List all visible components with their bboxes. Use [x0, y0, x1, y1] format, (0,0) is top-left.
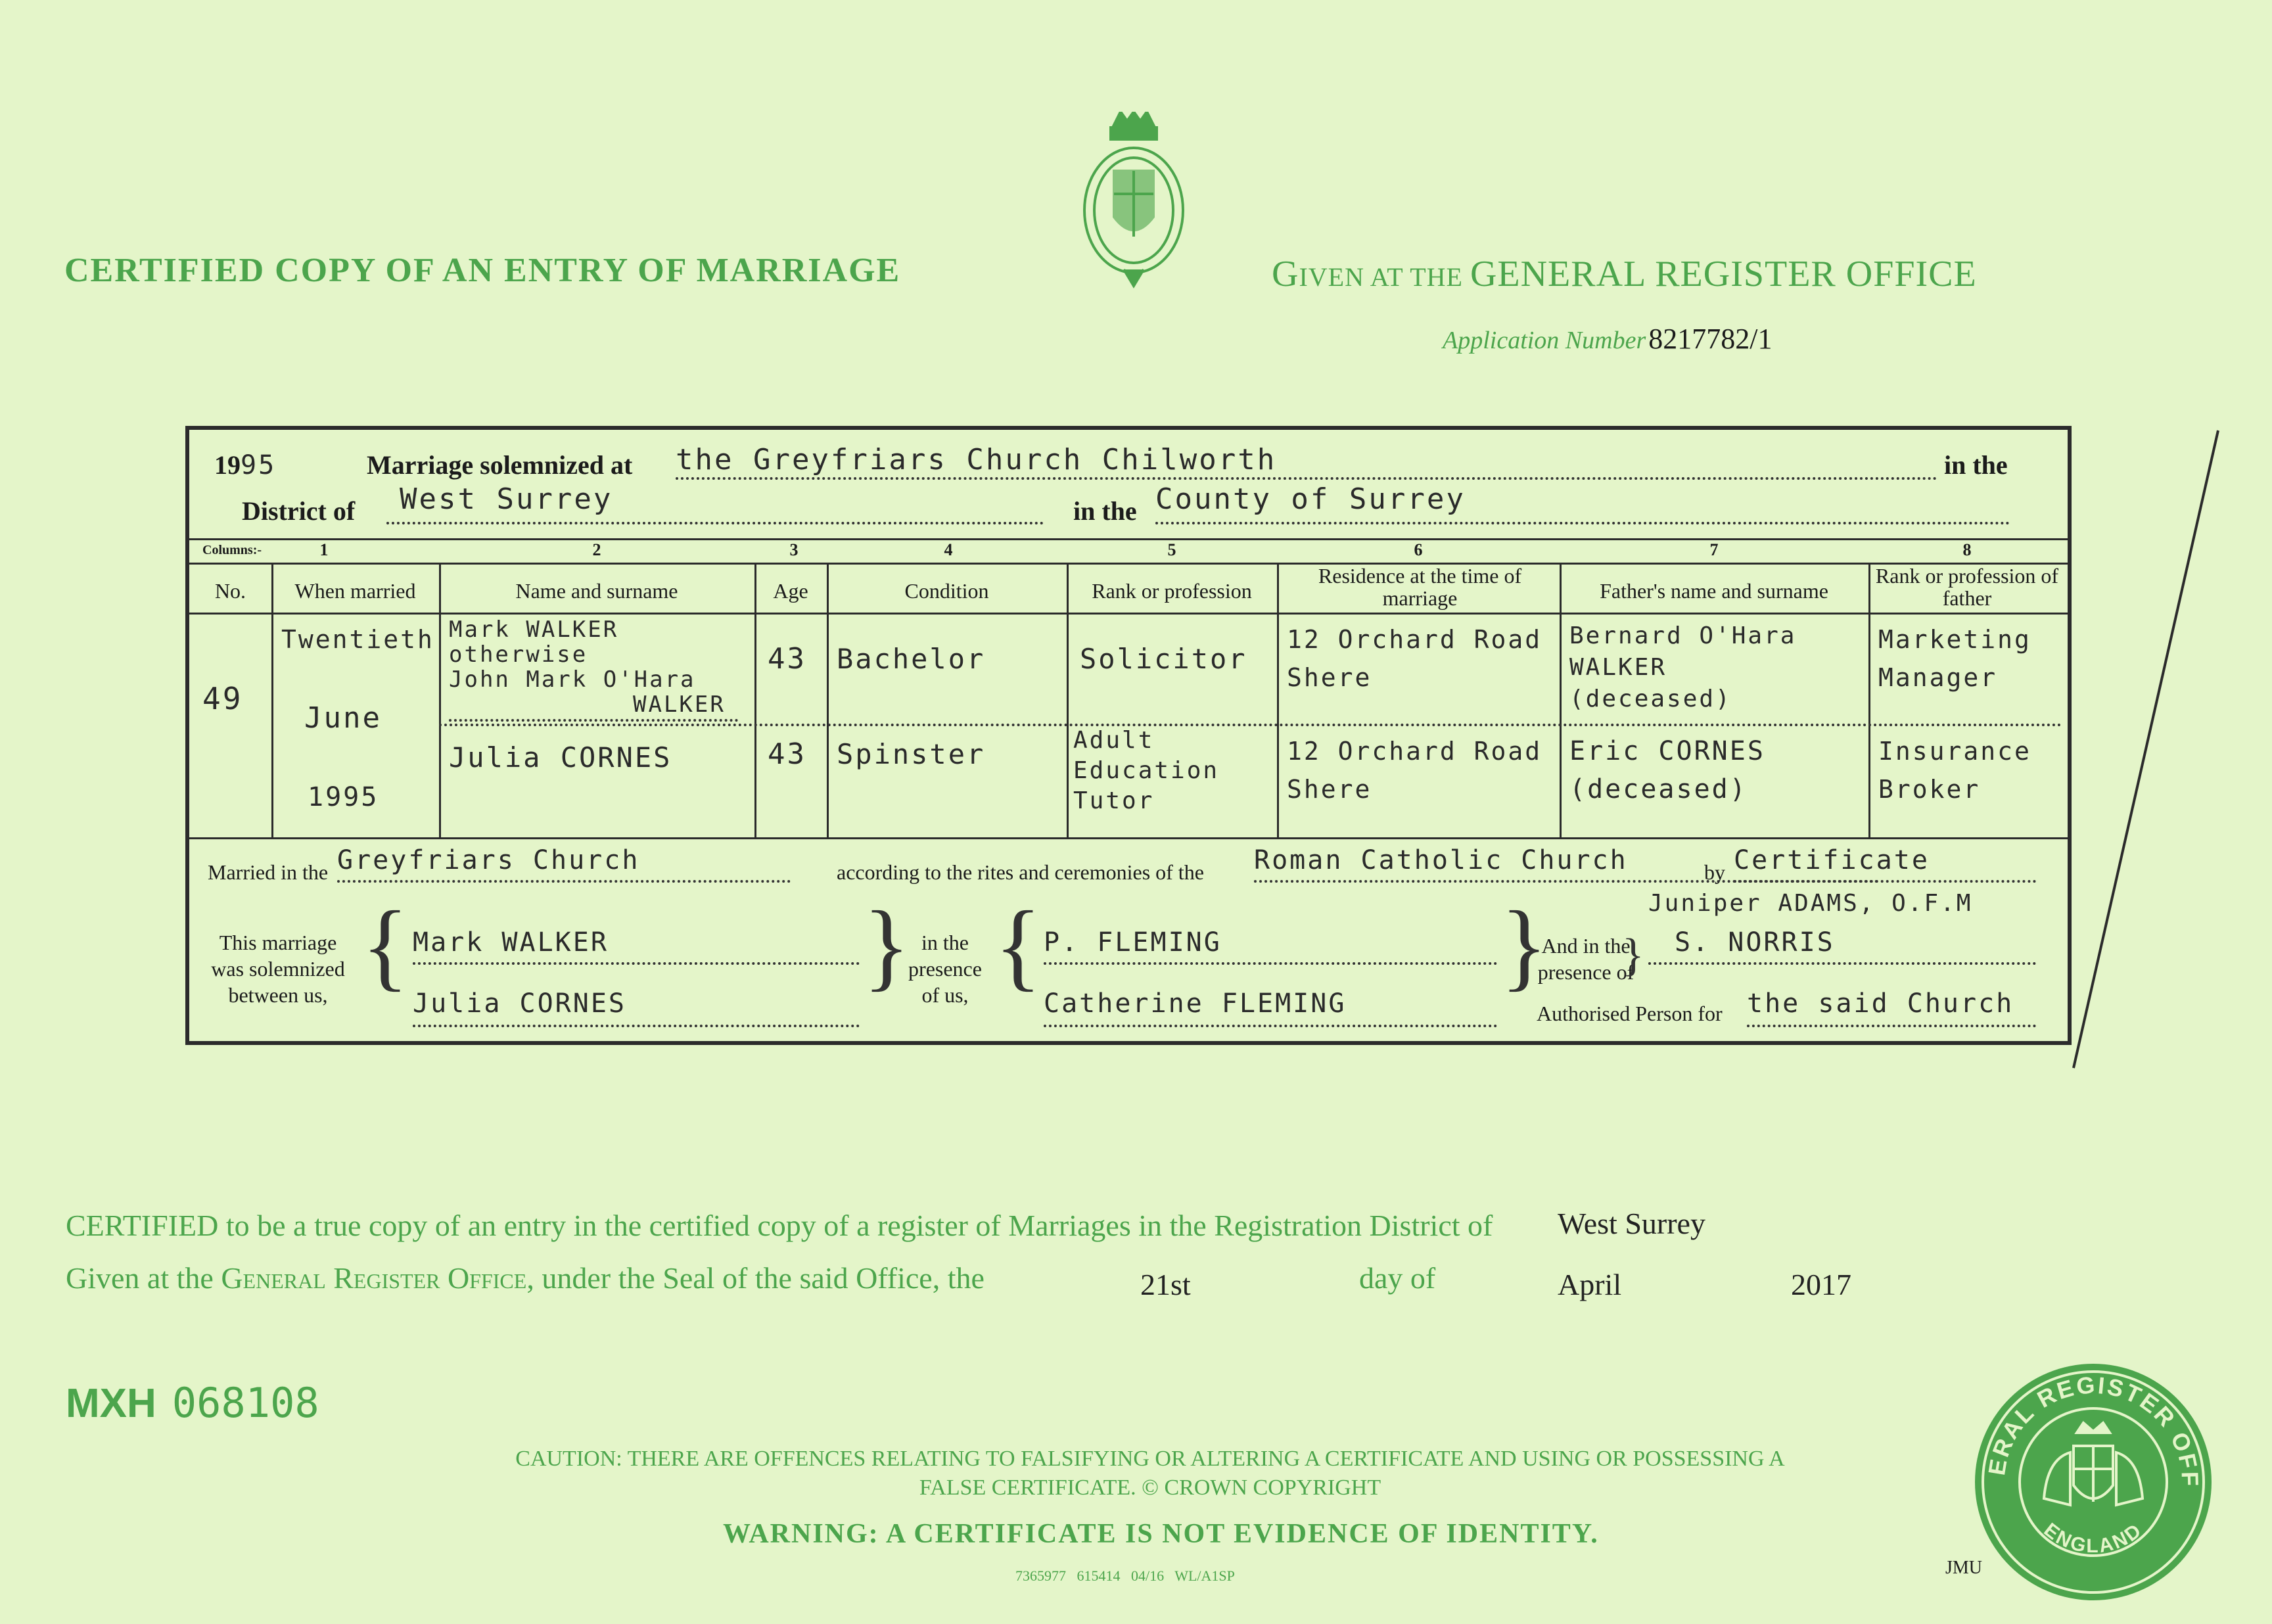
married-in-dotted — [337, 880, 791, 883]
vline-3 — [754, 563, 756, 839]
bride-profession-line-1: Adult — [1073, 727, 1155, 754]
bride-father-line-2: (deceased) — [1569, 774, 1748, 804]
solemnized-between-line-1: This marriage — [219, 931, 337, 954]
presence-of-line-2: presence of — [1537, 960, 1634, 984]
by-label: by — [1704, 860, 1725, 884]
columns-label: Columns:- — [202, 543, 262, 557]
header-age: Age — [773, 579, 808, 603]
header-when-married: When married — [294, 579, 416, 603]
col-number-3: 3 — [789, 540, 799, 559]
vline-5 — [1067, 563, 1069, 839]
rites-label: according to the rites and ceremonies of the — [837, 860, 1204, 884]
caution-line-1: CAUTION: THERE ARE OFFENCES RELATING TO FALSIFYING OR ALTERING A CERTIFICATE AND USING OR POSSESSING A — [515, 1447, 1785, 1471]
in-the-label: in the — [1944, 450, 2008, 480]
gro-seal-icon — [1972, 1360, 2215, 1604]
col-number-1: 1 — [319, 540, 329, 559]
county-value: County of Surrey — [1155, 482, 1466, 516]
groom-name-line-3: John Mark O'Hara — [449, 666, 696, 693]
bride-father-profession — [1878, 732, 2031, 808]
groom-father-profession-line-1: Marketing — [1878, 625, 2031, 654]
county-label: in the — [1073, 496, 1137, 526]
county-dotted-line — [1155, 522, 2010, 524]
row-divider — [439, 724, 2062, 726]
groom-name-line-4: WALKER — [633, 691, 726, 718]
bride-profession-line-3: Tutor — [1073, 787, 1155, 814]
left-brace-2: { — [994, 891, 1042, 1000]
groom-age: 43 — [768, 642, 806, 676]
when-married-day: Twentieth — [281, 625, 434, 654]
signature-bride: Julia CORNES — [413, 988, 626, 1019]
groom-father-line-3: (deceased) — [1569, 685, 1732, 712]
given-at-heading — [1272, 253, 1977, 295]
groom-profession: Solicitor — [1080, 643, 1247, 675]
groom-father — [1569, 620, 1796, 715]
serial-number — [66, 1379, 319, 1427]
bride-age: 43 — [768, 737, 806, 771]
given-at-initial: G — [1272, 254, 1299, 294]
application-number-label: Application Number — [1443, 327, 1646, 354]
given-at-small: IVEN AT THE — [1299, 262, 1470, 292]
caution-text — [394, 1445, 1906, 1502]
application-number-row — [1443, 322, 1773, 356]
groom-name-line-2: otherwise — [449, 641, 588, 668]
header-condition: Condition — [904, 579, 989, 603]
rites-value: Roman Catholic Church — [1254, 845, 1628, 875]
rule-col-numbers — [189, 563, 2068, 565]
registrar-dotted — [1648, 962, 2036, 965]
right-brace-2: } — [1500, 891, 1548, 1000]
bride-father — [1569, 732, 1765, 808]
header-name: Name and surname — [515, 579, 678, 603]
col-number-7: 7 — [1709, 540, 1719, 559]
groom-father-profession — [1878, 620, 2031, 697]
groom-father-profession-line-2: Manager — [1878, 663, 1998, 692]
certified-year: 2017 — [1791, 1268, 1851, 1301]
bride-residence-line-1: 12 Orchard Road — [1287, 737, 1542, 766]
witness-1-dotted — [1044, 962, 1497, 965]
given-at-office: GENERAL REGISTER OFFICE — [1470, 254, 1977, 294]
right-brace-1: } — [863, 891, 910, 1000]
header-father-profession: Rank or profession of father — [1875, 564, 2059, 610]
year-prefix: 19 — [214, 450, 241, 480]
margin-rule — [2070, 427, 2221, 1075]
register-entry-table — [185, 426, 2072, 1045]
col-number-8: 8 — [1962, 540, 1972, 559]
district-label: District of — [242, 496, 356, 526]
bride-profession — [1073, 726, 1219, 816]
certified-day: 21st — [1140, 1268, 1191, 1301]
seal-text-bottom: ENGLAND — [2039, 1519, 2147, 1558]
serial-prefix: MXH — [66, 1381, 156, 1426]
authorised-value: the said Church — [1747, 988, 2014, 1019]
solemnized-between-label — [202, 929, 354, 1008]
col-number-2: 2 — [592, 540, 601, 559]
caution-line-2: FALSE CERTIFICATE. © CROWN COPYRIGHT — [919, 1475, 1381, 1500]
serial-digits: 068108 — [172, 1379, 319, 1427]
left-brace-1: { — [361, 891, 409, 1000]
certified-line-1: CERTIFIED to be a true copy of an entry in the certified copy of a register of Marriages in the Registration District of — [66, 1209, 1493, 1242]
witness-2: Catherine FLEMING — [1044, 988, 1347, 1019]
issuer-initials: JMU — [1945, 1558, 1983, 1578]
vline-1 — [271, 563, 273, 839]
bride-residence-line-2: Shere — [1287, 775, 1372, 804]
authorised-dotted — [1747, 1025, 2036, 1027]
groom-condition: Bachelor — [837, 643, 986, 675]
col-number-5: 5 — [1167, 540, 1176, 559]
header-father-name: Father's name and surname — [1600, 579, 1828, 603]
year-line — [214, 450, 276, 480]
warning-text: WARNING: A CERTIFICATE IS NOT EVIDENCE OF IDENTITY. — [723, 1519, 1599, 1549]
groom-residence-line-2: Shere — [1287, 663, 1372, 692]
certified-day-of: day of — [1359, 1261, 1436, 1295]
groom-name — [449, 617, 726, 717]
right-brace-3: } — [1622, 930, 1644, 981]
bride-father-profession-line-2: Broker — [1878, 775, 1981, 804]
married-in-label: Married in the — [208, 860, 329, 884]
entry-number: 49 — [202, 681, 243, 716]
certified-line-2-office: General Register Office — [221, 1261, 527, 1295]
signature-groom: Mark WALKER — [413, 927, 609, 958]
by-dotted — [1734, 880, 2036, 883]
bride-name: Julia CORNES — [449, 741, 672, 774]
certified-month: April — [1558, 1268, 1622, 1301]
officiant-name: Juniper ADAMS, O.F.M — [1648, 890, 1973, 917]
vline-6 — [1277, 563, 1279, 839]
groom-residence — [1287, 620, 1542, 697]
application-number: 8217782/1 — [1648, 323, 1773, 355]
solemnized-label: Marriage solemnized at — [367, 450, 633, 480]
when-married-year: 1995 — [308, 782, 379, 812]
groom-residence-line-1: 12 Orchard Road — [1287, 625, 1542, 654]
vline-2 — [439, 563, 441, 839]
presence-of-line-1: And in the — [1541, 934, 1631, 958]
print-reference: 7365977 615414 04/16 WL/A1SP — [1015, 1567, 1235, 1584]
presence-label — [896, 929, 994, 1008]
married-in-value: Greyfriars Church — [337, 845, 640, 875]
when-married-month: June — [304, 701, 382, 735]
bride-profession-line-2: Education — [1073, 757, 1220, 784]
signature-bride-dotted — [413, 1025, 860, 1027]
by-value: Certificate — [1734, 845, 1930, 875]
groom-name-dotted — [449, 719, 738, 722]
certified-district: West Surrey — [1558, 1207, 1705, 1240]
presence-line-1: in the — [921, 931, 969, 954]
certified-line-2 — [66, 1261, 985, 1295]
certificate-title: CERTIFIED COPY OF AN ENTRY OF MARRIAGE — [64, 252, 901, 289]
district-dotted-line — [386, 522, 1044, 524]
witness-1: P. FLEMING — [1044, 927, 1222, 958]
bride-father-profession-line-1: Insurance — [1878, 737, 2031, 766]
groom-father-line-2: WALKER — [1569, 654, 1667, 681]
vline-7 — [1560, 563, 1562, 839]
bride-father-line-1: Eric CORNES — [1569, 736, 1765, 766]
groom-name-line-1: Mark WALKER — [449, 616, 619, 643]
bride-residence — [1287, 732, 1542, 808]
header-profession: Rank or profession — [1092, 579, 1252, 603]
authorised-label: Authorised Person for — [1537, 1002, 1723, 1025]
certified-line-2-suffix: , under the Seal of the said Office, the — [526, 1261, 985, 1295]
signature-groom-dotted — [413, 962, 860, 965]
witness-2-dotted — [1044, 1025, 1497, 1027]
vline-8 — [1868, 563, 1870, 839]
col-number-4: 4 — [944, 540, 953, 559]
certified-line-2-prefix: Given at the — [66, 1261, 221, 1295]
registrar-name: S. NORRIS — [1675, 927, 1835, 958]
bride-condition: Spinster — [837, 738, 986, 770]
presence-line-3: of us, — [921, 983, 969, 1007]
solemnized-between-line-2: was solemnized — [211, 957, 345, 981]
solemnized-dotted-line — [676, 477, 1937, 480]
rule-headers — [189, 613, 2068, 615]
groom-father-line-1: Bernard O'Hara — [1569, 622, 1797, 649]
district-value: West Surrey — [400, 482, 613, 516]
royal-crest-icon — [1078, 112, 1190, 289]
solemnized-place: the Greyfriars Church Chilworth — [676, 443, 1277, 476]
year-suffix: 95 — [241, 450, 277, 480]
seal-text-top: ERAL REGISTER OFF — [1983, 1371, 2204, 1489]
vline-4 — [827, 563, 829, 839]
header-residence: Residence at the time of marriage — [1318, 564, 1522, 610]
presence-line-2: presence — [908, 957, 982, 981]
col-number-6: 6 — [1414, 540, 1423, 559]
solemnized-between-line-3: between us, — [228, 983, 328, 1007]
rule-record-bottom — [189, 837, 2068, 839]
header-no: No. — [214, 579, 246, 603]
